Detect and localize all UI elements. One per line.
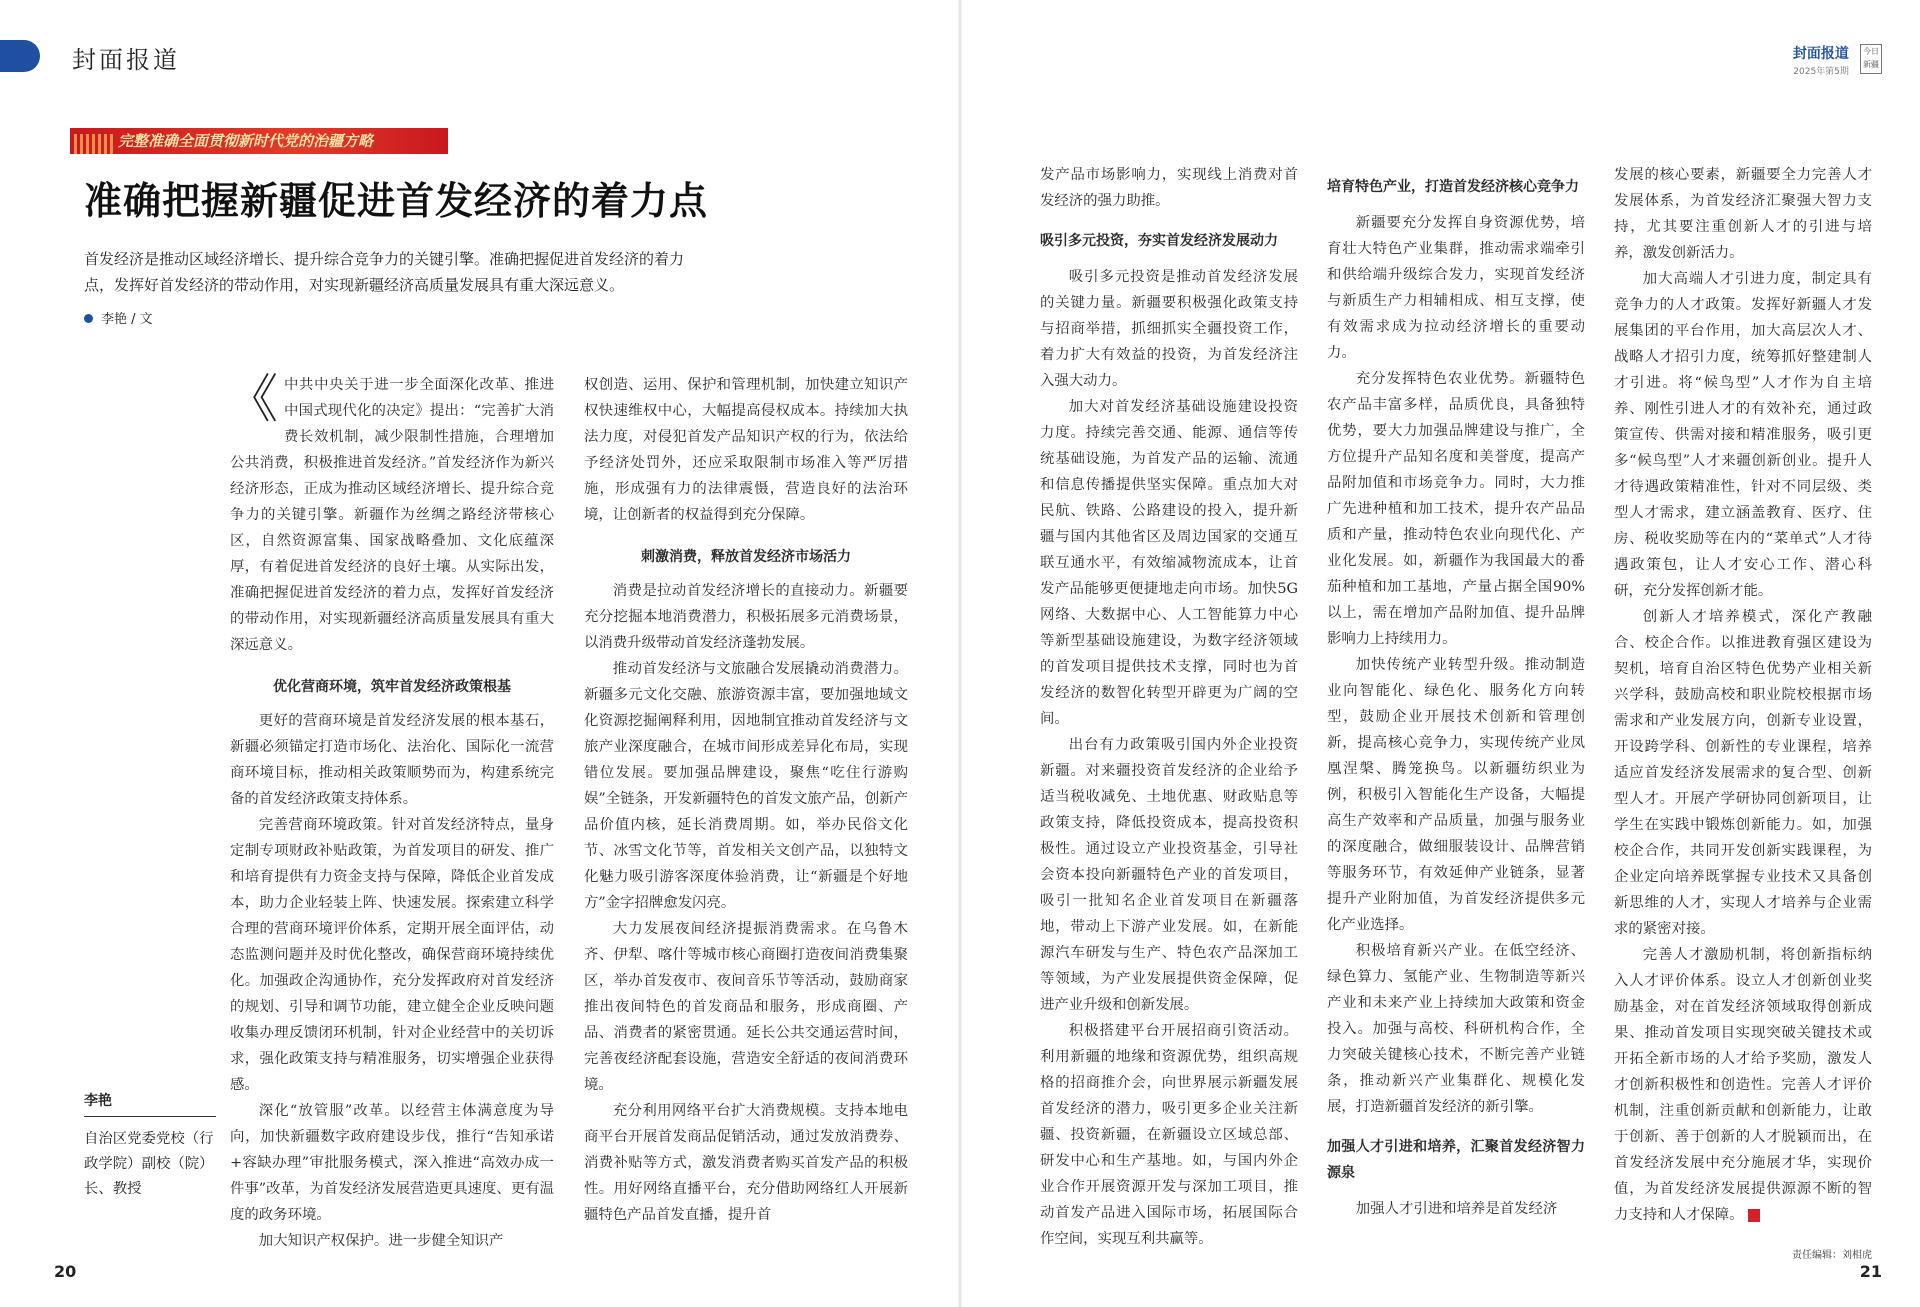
paragraph: 吸引多元投资是推动首发经济发展的关键力量。新疆要积极强化政策支持与招商举措，抓细抓实全疆投资工作，着力扩大有效益的投资，为首发经济注入强大动力。 <box>1040 269 1298 389</box>
paragraph: 新疆要充分发挥自身资源优势，培育壮大特色产业集群，推动需求端牵引和供给端升级综合发力，实现首发经济与新质生产力相辅相成、相互支撑，使有效需求成为拉动经济增长的重要动力。 <box>1327 215 1585 361</box>
paragraph-text: 中共中央关于进一步全面深化改革、推进中国式现代化的决定》提出：“完善扩大消费长效机制，减少限制性措施，合理增加公共消费，积极推进首发经济。”首发经济作为新兴经济形态，正成为推动区域经济增长、提升综合竞争力的关键引擎。新疆作为丝绸之路经济带核心区，自然资源富集、国家战略叠加、文化底蕴深厚，有着促进首发经济的良好土壤。从实际出发，准确把握促进首发经济的着力点，发挥好首发经济的带动作用，对实现新疆经济高质量发展具有重大深远意义。 <box>230 377 554 653</box>
paragraph: 发产品市场影响力，实现线上消费对首发经济的强力助推。 <box>1040 167 1298 209</box>
paragraph: 大力发展夜间经济提振消费需求。在乌鲁木齐、伊犁、喀什等城市核心商圈打造夜间消费集聚区，举办首发夜市、夜间音乐节等活动，鼓励商家推出夜间特色的首发商品和服务，形成商圈、产品、消费者的紧密贯通。延长公共交通运营时间，完善夜经济配套设施，营造安全舒适的夜间消费环境。 <box>584 921 908 1093</box>
paragraph: 出台有力政策吸引国内外企业投资新疆。对来疆投资首发经济的企业给予适当税收减免、土地优惠、财政贴息等政策支持，降低投资成本，提高投资积极性。通过设立产业投资基金，引导社会资本投向新疆特色产业的首发项目，吸引一批知名企业首发项目在新疆落地，带动上下游产业发展。如，在新能源汽车研发与生产、特色农产品深加工等领域，为产业发展提供资金保障，促进产业升级和创新发展。 <box>1040 737 1298 1013</box>
paragraph: 推动首发经济与文旅融合发展撬动消费潜力。新疆多元文化交融、旅游资源丰富，要加强地域文化资源挖掘阐释利用，因地制宜推动首发经济与文旅产业深度融合，在城市间形成差异化布局，实现错位发展。要加强品牌建设，聚焦“吃住行游购娱”全链条，开发新疆特色的首发文旅产品，创新产品价值内核，延长消费周期。如，举办民俗文化节、冰雪文化节等，首发相关文创产品，以独特文化魅力吸引游客深度体验消费，让“新疆是个好地方”金字招牌愈发闪亮。 <box>584 661 908 911</box>
paragraph: 深化“放管服”改革。以经营主体满意度为导向，加快新疆数字政府建设步伐，推行“告知承诺+容缺办理”审批服务模式，深入推进“高效办成一件事”改革，为首发经济发展营造更具速度、更有温度的政务环境。 <box>230 1103 554 1223</box>
paragraph: 加强人才引进和培养是首发经济 <box>1355 1201 1558 1217</box>
paragraph <box>1614 942 1872 1228</box>
masthead-title: 封面报道 <box>1792 45 1849 62</box>
paragraph: 加大对首发经济基础设施建设投资力度。持续完善交通、能源、通信等传统基础设施，为首发产品的运输、流通和信息传播提供坚实保障。重点加大对民航、铁路、公路建设的投入，提升新疆与国内其他省区及周边国家的交通互联互通水平，有效缩减物流成本，让首发产品能够更便捷地走向市场。加快5G网络、大数据中心、人工智能算力中心等新型基础设施建设，为数字经济领域的首发项目提供技术支撑，同时也为首发经济的数智化转型开辟更为广阔的空间。 <box>1040 399 1298 727</box>
section-tab-marker <box>0 40 40 72</box>
article-lede: 首发经济是推动区域经济增长、提升综合竞争力的关键引擎。准确把握促进首发经济的着力点，发挥好首发经济的带动作用，对实现新疆经济高质量发展具有重大深远意义。 <box>84 250 685 294</box>
paragraph: 更好的营商环境是首发经济发展的根本基石，新疆必须锚定打造市场化、法治化、国际化一流营商环境目标，推动相关政策顺势而为，构建系统完备的首发经济政策支持体系。 <box>230 713 554 807</box>
ribbon-text: 完整准确全面贯彻新时代党的治疆方略 <box>118 132 374 150</box>
masthead-issue: 2025年第5期 <box>1793 66 1849 77</box>
page-number-right: 21 <box>1859 1262 1882 1281</box>
end-mark-icon <box>1748 1209 1760 1222</box>
paragraph: 消费是拉动首发经济增长的直接动力。新疆要充分挖掘本地消费潜力，积极拓展多元消费场景，以消费升级带动首发经济蓬勃发展。 <box>584 583 908 651</box>
column-ribbon <box>70 128 448 154</box>
paragraph: 发展的核心要素，新疆要全力完善人才发展体系，为首发经济汇聚强大智力支持，尤其要注重创新人才的引进与培养，激发创新活力。 <box>1614 167 1872 261</box>
magazine-logo: 今日新疆 <box>1860 44 1882 74</box>
section-heading: 刺激消费，释放首发经济市场活力 <box>641 549 851 565</box>
section-heading: 吸引多元投资，夯实首发经济发展动力 <box>1040 233 1278 249</box>
paragraph: 创新人才培养模式，深化产教融合、校企合作。以推进教育强区建设为契机，培育自治区特色优势产业相关新兴学科，鼓励高校和职业院校根据市场需求和产业发展方向，创新专业设置，开设跨学科、创新性的专业课程，培养适应首发经济发展需求的复合型、创新型人才。开展产学研协同创新项目，让学生在实践中锻炼创新能力。如，加强校企合作，共同开发创新实践课程，为企业定向培养既掌握专业技术又具备创新思维的人才，实现人才培养与企业需求的紧密对接。 <box>1614 609 1872 937</box>
masthead <box>1793 42 1882 77</box>
text-column-1 <box>226 370 554 1254</box>
text-column-3 <box>1040 162 1298 1252</box>
paragraph: 完善营商环境政策。针对首发经济特点，量身定制专项财政补贴政策，为首发项目的研发、推广和培育提供有力资金支持与保障，降低企业首发成本，助力企业轻装上阵、快速发展。探索建立科学合理的营商环境评价体系，定期开展全面评估，动态监测问题并及时优化整改，确保营商环境持续优化。加强政企沟通协作，充分发挥政府对首发经济的规划、引导和调节功能，建立健全企业反映问题收集办理反馈闭环机制，针对企业经营中的关切诉求，强化政策支持与精准服务，切实增强企业获得感。 <box>230 817 554 1093</box>
paragraph: 充分发挥特色农业优势。新疆特色农产品丰富多样，品质优良，具备独特优势，要大力加强品牌建设与推广，全方位提升产品知名度和美誉度，提高产品附加值和市场竞争力。同时，大力推广先进种植和加工技术，提升农产品品质和产量，推动特色农业向现代化、产业化发展。如，新疆作为我国最大的番茄种植和加工基地，产量占据全国90%以上，需在增加产品附加值、提升品牌影响力上持续用力。 <box>1327 371 1585 647</box>
section-heading: 优化营商环境，筑牢首发经济政策根基 <box>273 679 511 695</box>
section-heading: 加强人才引进和培养，汇聚首发经济智力源泉 <box>1327 1139 1585 1181</box>
right-page <box>960 0 1920 1307</box>
paragraph: 充分利用网络平台扩大消费规模。支持本地电商平台开展首发商品促销活动，通过发放消费券、消费补贴等方式，激发消费者购买首发产品的积极性。用好网络直播平台，充分借助网络红人开展新疆特色产品首发直播，提升首 <box>584 1103 908 1223</box>
text-column-2 <box>584 372 908 1228</box>
author-name: 李艳 <box>84 1090 216 1117</box>
page-number-left: 20 <box>54 1262 77 1281</box>
section-label: 封面报道 <box>72 46 180 74</box>
paragraph: 加快传统产业转型升级。推动制造业向智能化、绿色化、服务化方向转型，鼓励企业开展技术创新和管理创新，提高核心竞争力，实现传统产业凤凰涅槃、腾笼换鸟。以新疆纺织业为例，积极引入智能化生产设备，大幅提高生产效率和产品质量，加强与服务业的深度融合，做细服装设计、品牌营销等服务环节，有效延伸产业链条，显著提升产业附加值，为首发经济提供多元化产业选择。 <box>1327 657 1585 933</box>
dropcap: 《 <box>226 370 279 430</box>
paragraph: 积极培育新兴产业。在低空经济、绿色算力、氢能产业、生物制造等新兴产业和未来产业上持续加大政策和资金投入。加强与高校、科研机构合作，全力突破关键核心技术，不断完善产业链条，推动新兴产业集群化、规模化发展，打造新疆首发经济的新引擎。 <box>1327 943 1585 1115</box>
editor-credit: 责任编辑：刘相虎 <box>1792 1250 1872 1261</box>
paragraph-text: 完善人才激励机制，将创新指标纳入人才评价体系。设立人才创新创业奖励基金，对在首发经济领域取得创新成果、推动首发项目实现突破关键技术或开拓全新市场的人才给予奖励，激发人才创新积极性和创造性。完善人才评价机制，注重创新贡献和创新能力，让敢于创新、善于创新的人才脱颖而出，在首发经济发展中充分施展才华，实现价值，为首发经济发展提供源源不断的智力支持和人才保障。 <box>1614 947 1872 1223</box>
byline-text: 李艳 / 文 <box>101 312 153 327</box>
paragraph <box>226 370 554 658</box>
text-column-4 <box>1327 162 1585 1222</box>
author-bio: 自治区党委党校（行政学院）副校（院）长、教授 <box>84 1131 214 1197</box>
byline-dot-icon <box>84 314 93 323</box>
paragraph: 积极搭建平台开展招商引资活动。利用新疆的地缘和资源优势，组织高规格的招商推介会，向世界展示新疆发展首发经济的潜力，吸引更多企业关注新疆、投资新疆，在新疆设立区域总部、研发中心和生产基地。如，与国内外企业合作开展资源开发与深加工项目，推动首发产品进入国际市场，拓展国际合作空间，实现互利共赢等。 <box>1040 1023 1298 1247</box>
section-heading: 培育特色产业，打造首发经济核心竞争力 <box>1327 179 1579 195</box>
paragraph: 加大高端人才引进力度，制定具有竞争力的人才政策。发挥好新疆人才发展集团的平台作用，加大高层次人才、战略人才招引力度，统筹抓好整建制人才引进。将“候鸟型”人才作为自主培养、刚性引进人才的有效补充，通过政策宣传、供需对接和精准服务，吸引更多“候鸟型”人才来疆创新创业。提升人才待遇政策精准性，针对不同层级、类型人才需求，建立涵盖教育、医疗、住房、税收奖励等在内的“菜单式”人才待遇政策包，让人才安心工作、潜心科研，充分发挥创新才能。 <box>1614 271 1872 599</box>
skyline-decoration <box>74 134 114 154</box>
text-column-5 <box>1614 162 1872 1228</box>
byline <box>84 308 153 327</box>
author-box <box>84 1090 216 1202</box>
paragraph: 加大知识产权保护。进一步健全知识产 <box>258 1233 504 1249</box>
paragraph: 权创造、运用、保护和管理机制，加快建立知识产权快速维权中心，大幅提高侵权成本。持续加大执法力度，对侵犯首发产品知识产权的行为，依法给予经济处罚外，还应采取限制市场准入等严厉措施，形成强有力的法律震慑，营造良好的法治环境，让创新者的权益得到充分保障。 <box>584 377 908 523</box>
article-headline: 准确把握新疆促进首发经济的着力点 <box>84 179 709 223</box>
